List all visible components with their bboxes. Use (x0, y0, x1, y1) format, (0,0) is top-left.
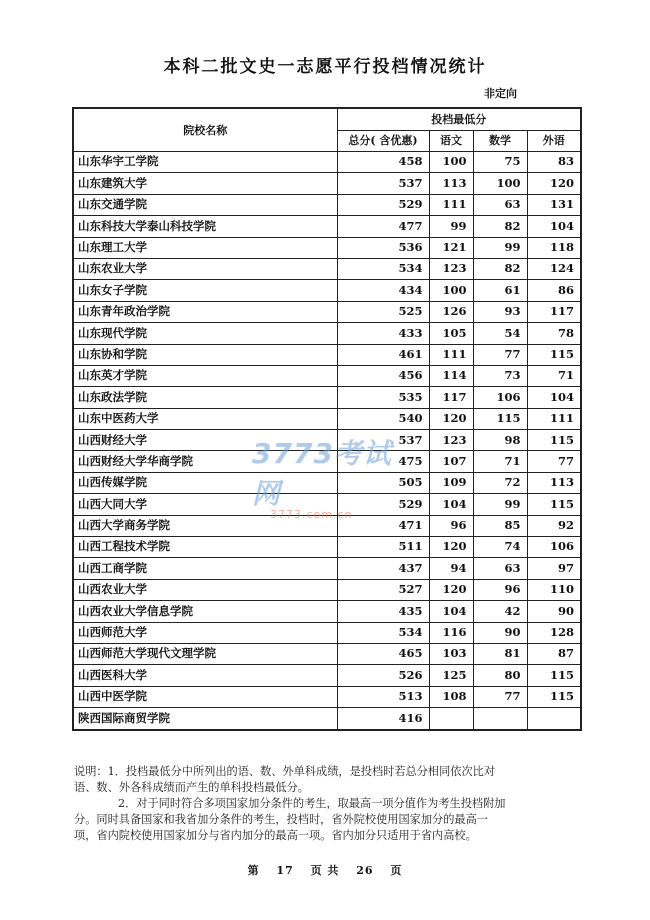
cell-chinese (429, 708, 473, 730)
table-row (73, 237, 581, 258)
cell-math: 90 (473, 622, 527, 643)
cell-school-name: 山东理工大学 (73, 237, 337, 258)
cell-total: 471 (337, 515, 429, 536)
cell-school-name: 陕西国际商贸学院 (73, 708, 337, 730)
cell-foreign: 78 (527, 323, 581, 344)
cell-foreign: 128 (527, 622, 581, 643)
cell-chinese: 103 (429, 643, 473, 664)
cell-math: 54 (473, 323, 527, 344)
cell-foreign: 86 (527, 280, 581, 301)
table-row (73, 408, 581, 429)
table-row (73, 258, 581, 279)
cell-math: 99 (473, 237, 527, 258)
cell-math (473, 708, 527, 730)
cell-foreign: 115 (527, 344, 581, 365)
page-footer (0, 862, 650, 878)
cell-foreign: 87 (527, 643, 581, 664)
cell-school-name: 山东政法学院 (73, 387, 337, 408)
header-school-name: 院校名称 (73, 108, 337, 152)
cell-foreign: 115 (527, 494, 581, 515)
cell-math: 85 (473, 515, 527, 536)
cell-total: 534 (337, 258, 429, 279)
cell-math: 61 (473, 280, 527, 301)
cell-school-name: 山西财经大学 (73, 430, 337, 451)
table-row (73, 323, 581, 344)
cell-foreign: 83 (527, 152, 581, 173)
cell-chinese: 126 (429, 301, 473, 322)
cell-math: 100 (473, 173, 527, 194)
cell-chinese: 113 (429, 173, 473, 194)
cell-total: 435 (337, 601, 429, 622)
cell-foreign: 92 (527, 515, 581, 536)
cell-math: 98 (473, 430, 527, 451)
cell-total: 536 (337, 237, 429, 258)
cell-school-name: 山西大同大学 (73, 494, 337, 515)
watermark-url: 3773.com.cn (270, 508, 353, 521)
cell-chinese: 94 (429, 558, 473, 579)
cell-total: 529 (337, 494, 429, 515)
cell-math: 42 (473, 601, 527, 622)
cell-school-name: 山西财经大学华商学院 (73, 451, 337, 472)
cell-chinese: 100 (429, 152, 473, 173)
cell-math: 106 (473, 387, 527, 408)
cell-math: 63 (473, 194, 527, 215)
cell-foreign: 97 (527, 558, 581, 579)
cell-math: 77 (473, 686, 527, 707)
cell-foreign: 111 (527, 408, 581, 429)
cell-foreign: 113 (527, 472, 581, 493)
cell-chinese: 104 (429, 494, 473, 515)
cell-math: 96 (473, 579, 527, 600)
cell-math: 63 (473, 558, 527, 579)
cell-school-name: 山西师范大学 (73, 622, 337, 643)
cell-math: 72 (473, 472, 527, 493)
table-row (73, 194, 581, 215)
cell-foreign: 124 (527, 258, 581, 279)
note-line: 说明：1．投档最低分中所列出的语、数、外单科成绩，是投档时若总分相同依次比对 (74, 765, 496, 778)
cell-school-name: 山东科技大学泰山科技学院 (73, 216, 337, 237)
cell-chinese: 100 (429, 280, 473, 301)
table-row (73, 173, 581, 194)
header-chinese: 语文 (429, 130, 473, 152)
cell-foreign: 118 (527, 237, 581, 258)
cell-chinese: 96 (429, 515, 473, 536)
cell-math: 77 (473, 344, 527, 365)
cell-school-name: 山东青年政治学院 (73, 301, 337, 322)
cell-total: 475 (337, 451, 429, 472)
cell-total: 434 (337, 280, 429, 301)
table-row (73, 537, 581, 558)
cell-total: 477 (337, 216, 429, 237)
table-row (73, 451, 581, 472)
watermark-text: 3773考试网 (252, 437, 392, 510)
footer-total-pages: 26 (356, 864, 374, 877)
cell-foreign: 117 (527, 301, 581, 322)
cell-chinese: 116 (429, 622, 473, 643)
cell-foreign: 90 (527, 601, 581, 622)
cell-chinese: 121 (429, 237, 473, 258)
cell-school-name: 山西传媒学院 (73, 472, 337, 493)
cell-math: 82 (473, 216, 527, 237)
note-line: 分。同时具备国家和我省加分条件的考生，投档时，省外院校使用国家加分的最高一 (74, 813, 488, 826)
cell-foreign: 106 (527, 537, 581, 558)
score-table (72, 107, 582, 731)
table-row (73, 365, 581, 386)
cell-school-name: 山西师范大学现代文理学院 (73, 643, 337, 664)
cell-total: 535 (337, 387, 429, 408)
footer-prefix: 第 (247, 864, 260, 877)
header-math: 数学 (473, 130, 527, 152)
cell-chinese: 111 (429, 194, 473, 215)
cell-total: 461 (337, 344, 429, 365)
notes (74, 764, 594, 844)
table-row (73, 494, 581, 515)
footer-current-page: 17 (276, 864, 294, 877)
cell-school-name: 山西农业大学 (73, 579, 337, 600)
cell-school-name: 山东英才学院 (73, 365, 337, 386)
cell-chinese: 107 (429, 451, 473, 472)
cell-chinese: 99 (429, 216, 473, 237)
cell-foreign: 77 (527, 451, 581, 472)
cell-school-name: 山东中医药大学 (73, 408, 337, 429)
table-row (73, 643, 581, 664)
header-foreign: 外语 (527, 130, 581, 152)
note-line: 语、数、外各科成绩而产生的单科投档最低分。 (74, 781, 309, 794)
cell-school-name: 山西工商学院 (73, 558, 337, 579)
cell-foreign: 115 (527, 430, 581, 451)
cell-math: 82 (473, 258, 527, 279)
cell-school-name: 山东交通学院 (73, 194, 337, 215)
table-row (73, 301, 581, 322)
cell-chinese: 120 (429, 408, 473, 429)
table-row (73, 708, 581, 730)
cell-total: 527 (337, 579, 429, 600)
cell-total: 458 (337, 152, 429, 173)
table-row (73, 622, 581, 643)
cell-math: 73 (473, 365, 527, 386)
cell-chinese: 125 (429, 665, 473, 686)
table-row (73, 472, 581, 493)
cell-total: 456 (337, 365, 429, 386)
cell-chinese: 120 (429, 579, 473, 600)
table-row (73, 152, 581, 173)
cell-math: 80 (473, 665, 527, 686)
cell-total: 525 (337, 301, 429, 322)
page-title: 本科二批文史一志愿平行投档情况统计 (163, 57, 487, 77)
footer-middle: 页 共 (310, 864, 340, 877)
table-row (73, 515, 581, 536)
cell-foreign: 71 (527, 365, 581, 386)
cell-foreign: 131 (527, 194, 581, 215)
table-row (73, 579, 581, 600)
cell-chinese: 117 (429, 387, 473, 408)
cell-foreign: 104 (527, 387, 581, 408)
table-row (73, 665, 581, 686)
cell-foreign: 104 (527, 216, 581, 237)
cell-math: 115 (473, 408, 527, 429)
cell-chinese: 105 (429, 323, 473, 344)
table-body (73, 152, 581, 730)
cell-total: 465 (337, 643, 429, 664)
page-subtitle: 非定向 (484, 87, 517, 100)
cell-chinese: 123 (429, 430, 473, 451)
note-line: 项，省内院校使用国家加分与省内加分的最高一项。省内加分只适用于省内高校。 (74, 829, 477, 842)
header-min-score-group: 投档最低分 (337, 108, 581, 130)
cell-foreign (527, 708, 581, 730)
cell-total: 505 (337, 472, 429, 493)
cell-total: 537 (337, 173, 429, 194)
cell-math: 71 (473, 451, 527, 472)
cell-school-name: 山东华宇工学院 (73, 152, 337, 173)
cell-total: 540 (337, 408, 429, 429)
cell-total: 534 (337, 622, 429, 643)
cell-math: 93 (473, 301, 527, 322)
cell-foreign: 115 (527, 686, 581, 707)
cell-math: 75 (473, 152, 527, 173)
cell-chinese: 114 (429, 365, 473, 386)
cell-school-name: 山东建筑大学 (73, 173, 337, 194)
cell-foreign: 110 (527, 579, 581, 600)
cell-school-name: 山西农业大学信息学院 (73, 601, 337, 622)
header-total: 总分( 含优惠) (337, 130, 429, 152)
cell-total: 513 (337, 686, 429, 707)
cell-chinese: 111 (429, 344, 473, 365)
note-line: 2．对于同时符合多项国家加分条件的考生，取最高一项分值作为考生投档附加 (118, 797, 506, 810)
cell-school-name: 山东女子学院 (73, 280, 337, 301)
footer-suffix: 页 (390, 864, 403, 877)
cell-total: 511 (337, 537, 429, 558)
cell-chinese: 108 (429, 686, 473, 707)
cell-school-name: 山东农业大学 (73, 258, 337, 279)
cell-school-name: 山西医科大学 (73, 665, 337, 686)
cell-school-name: 山西大学商务学院 (73, 515, 337, 536)
cell-school-name: 山东协和学院 (73, 344, 337, 365)
cell-total: 433 (337, 323, 429, 344)
cell-foreign: 115 (527, 665, 581, 686)
table-row (73, 558, 581, 579)
table-row (73, 344, 581, 365)
cell-foreign: 120 (527, 173, 581, 194)
table-row (73, 216, 581, 237)
cell-chinese: 109 (429, 472, 473, 493)
cell-total: 437 (337, 558, 429, 579)
cell-school-name: 山西中医学院 (73, 686, 337, 707)
cell-math: 74 (473, 537, 527, 558)
cell-chinese: 123 (429, 258, 473, 279)
cell-math: 99 (473, 494, 527, 515)
cell-chinese: 120 (429, 537, 473, 558)
cell-total: 416 (337, 708, 429, 730)
cell-school-name: 山东现代学院 (73, 323, 337, 344)
cell-total: 537 (337, 430, 429, 451)
cell-total: 526 (337, 665, 429, 686)
table-row (73, 430, 581, 451)
table-row (73, 387, 581, 408)
table-row (73, 280, 581, 301)
table-row (73, 601, 581, 622)
cell-math: 81 (473, 643, 527, 664)
table-row (73, 686, 581, 707)
cell-chinese: 104 (429, 601, 473, 622)
cell-total: 529 (337, 194, 429, 215)
cell-school-name: 山西工程技术学院 (73, 537, 337, 558)
